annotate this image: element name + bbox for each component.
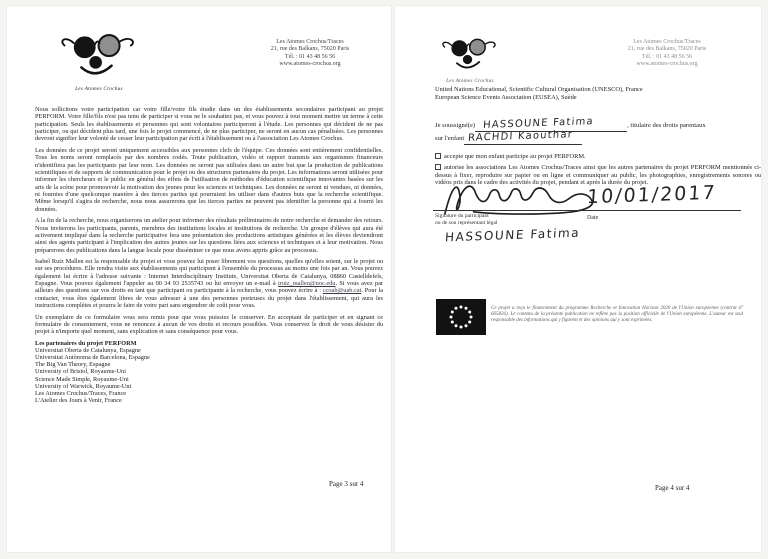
- intro-prefix: Je soussigné(e): [435, 122, 476, 129]
- consent-intro: [435, 116, 760, 132]
- partners-heading: Les partenaires du projet PERFORM: [35, 339, 137, 347]
- signature-label: [435, 213, 635, 227]
- partner-item: University of Bristol, Royaume-Uni: [35, 368, 126, 376]
- child-prefix: sur l'enfant: [435, 135, 465, 142]
- date-label: Date: [587, 215, 599, 221]
- partner-item: University of Warwick, Royaume-Uni: [35, 382, 132, 390]
- paragraph-atelier: A la fin de la recherche, nous organiserons un atelier pour informer des résultats préliminaires de notre recherche et demander des retours. Nous inviterons les participants, parents, membres des institutions locales et institutions de recherche. Un groupe d'élèves qui aura été activement impliqué dans la recherche participative fera une présentation des productions artistiques générées et les élèves deviendront ainsi des agents participant à l'implication des autres jeunes sur les questions liées aux sciences et techniques et à leur motivation. Nous préparerons des publications dans la langue locale pour disséminer ce que nous avons appris grâce au processus.: [35, 217, 383, 254]
- child-name-handwritten: RACHDI Kaouthar: [467, 129, 574, 144]
- consent-accept-row: [435, 152, 760, 161]
- partner-item: Universitat Oberta de Catalunya, Espagne: [35, 347, 141, 355]
- child-line: [435, 129, 760, 145]
- address-line: Les Atomes Crochus/Traces: [276, 39, 344, 45]
- address-line: www.atomes-crochus.org: [279, 61, 341, 68]
- signature-scribble: [437, 178, 605, 218]
- sender-address-block: [235, 39, 385, 69]
- page-3: [6, 5, 392, 553]
- paragraph-confidentialite: Les données de ce projet seront uniquement accessibles aux personnes clefs de l'équipe. Ces données sont entièrement confidentielles. Tous les noms seront remplacés par des nombres codés. Toute publication, vidéo et rapport transmis aux organismes financeurs n'identifiera pas les participants par leur nom. Les données ne seront pas utilisées dans un autre but que la production de publications scientifiques et de supports de communication pour le projet ou des structures partenaires du projet. Les informations seront utilisées pour informer les chercheurs et le public en général des effets de l'utilisation de méthodes d'éducation scientifique innovantes basées sur les arts de la scène pour promouvoir la motivation des jeunes pour les sciences et techniques. Les données ne seront ni vendues, ni données, ni fournies d'une quelconque manière à des tierces parties qui pourraient les utiliser dans d'autres buts que la recherche scientifique. Même lorsqu'il s'agira de recherche, nous nous assurerons que les tierces parties ne peuvent pas identifier la personne qui a fourni les données.: [35, 146, 383, 213]
- sender-address-block: [591, 39, 743, 69]
- page-number-right: Page 4 sur 4: [655, 484, 690, 492]
- page-4: [394, 5, 762, 553]
- paragraph-contact: [35, 258, 383, 309]
- email-link-iruiz: iruiz_mallen@uoc.edu: [278, 280, 336, 288]
- signature-label-line2: ou de son représentant légal: [435, 219, 498, 226]
- eu-funding-note: Ce projet a reçu le financement du programme Recherche et Innovation Horizon 2020 de l'Union européenne (contrat n° 665826). Le contenu de la présente publication ne reflète pas la position officielle de l'Union européenne. L'auteur est seul responsable des informations qui y figurent et des opinions qui y sont exprimées.: [491, 306, 743, 324]
- email-link-ccoab: ccoab@uab.cat: [322, 287, 362, 295]
- paragraph-exemplaire: Un exemplaire de ce formulaire vous sera remis pour que vous puissiez le conserver. En acceptant de participer et en signant ce formulaire de consentement, vous ne renoncez à aucun de vos droits et recours possibles. Vous conservez le droit de vous désister du projet à n'importe quel moment, sans explication et sans conséquence pour vous.: [35, 313, 383, 336]
- partner-item: Universitat Autònoma de Barcelona, Espagne: [35, 354, 150, 362]
- address-line: www.atomes-crochus.org: [636, 61, 698, 68]
- page-number-left: Page 3 sur 4: [329, 480, 364, 488]
- atomes-crochus-logo-icon: [439, 36, 501, 78]
- address-line: Tél. : 01 43 48 56 56: [641, 53, 693, 60]
- checkbox-authorize-icon: [435, 164, 441, 170]
- address-line: Les Atomes Crochus/Traces: [633, 39, 701, 45]
- logo-caption: Les Atomes Crochus: [75, 86, 123, 92]
- eu-flag-icon: [436, 299, 486, 335]
- date-handwritten: 10/01/2017: [586, 181, 718, 209]
- address-line: 21, rue des Balkans, 75020 Paris: [270, 46, 350, 53]
- signature-label-line1: Signature du participant: [435, 213, 489, 219]
- parent-name-handwritten: HASSOUNE Fatima: [482, 116, 595, 131]
- org-line-eusea: European Science Events Association (EUSEA), Suède: [435, 94, 577, 101]
- address-line: Tél. : 01 43 48 56 56: [284, 53, 336, 60]
- date-rule-line: [583, 210, 741, 211]
- contact-text: Isabel Ruiz Mallen est la responsable du projet et vous pouvez lui poser librement vos questions, quelles qu'elles soient, sur le projet ou sur ses procédures. Elle rendra visite aux établissements qui participent à l'ensemble du processus au moins une fois par an. Vous pouvez également lui écrire à l'adresse suivante : Internet Interdisciplinary Institute, Universitat Oberta de Catalunya, 08860 Castelldefels, Espagne. Vous pouvez également l'appeler au 00 34 93 2535743 ou lui envoyer un e-mail à: [35, 258, 383, 288]
- partner-orgs-block: [435, 86, 760, 102]
- partner-item: Les Atomes Crochus/Traces, France: [35, 389, 127, 397]
- consent-authorize-text: autorise les associations Les Atomes Crochus/Traces ainsi que les autres partenaires du projet PERFORM mentionnés ci-dessus à fixer, reproduire sur papier ou en ligne et communiquer au public, les photographies, enregistrements sonores ou vidéos pris dans le cadre des activités du projet, pendant et après la durée du projet.: [435, 164, 761, 187]
- partner-item: The Big Van Theory, Espagne: [35, 361, 111, 369]
- checkbox-accept-icon: [435, 153, 441, 159]
- paragraph-participation: Nous sollicitons votre participation car votre fille/votre fils étudie dans un des établissements secondaires participant au projet PERFORM. Votre fille/fils n'est pas tenu de participer si vous ne le souhaitez pas, et vous pouvez à tout moment mettre un terme à cette participation. Seuls les établissements et personnes qui sont volontaires participeront à l'étude. Les personnes qui décident de ne pas participer, ou qui décident plus tard, une fois le projet commencé, de ne plus participer, ne seront en aucun cas pénalisées. Les personnes devront signifier leur volonté de cesser leur participation par écrit à l'établissement ou à l'association Les Atomes Crochus.: [35, 106, 383, 143]
- contact-text: . Si vous avez par ailleurs des questions sur vos droits en tant que participant ou participante à la recherche, vous pouvez écrire à :: [35, 280, 383, 295]
- org-line-unesco: United Nations Educational, Scientific Cultural Organisation (UNESCO), France: [435, 86, 643, 93]
- consent-accept-text: accepte que mon enfant participe au projet PERFORM.: [444, 153, 586, 160]
- signature-name-handwritten: HASSOUNE Fatima: [444, 225, 581, 245]
- child-name-field: [464, 129, 582, 145]
- partners-list: [35, 347, 383, 404]
- atomes-crochus-logo-icon: [57, 32, 141, 86]
- partner-item: L'Atelier des Jours à Venir, France: [35, 396, 122, 404]
- letter-body: [35, 106, 383, 404]
- logo-caption: Les Atomes Crochus: [446, 78, 494, 84]
- contact-text: . Pour la contacter, vous êtes également libres de vous adresser à une des personnes porteuses du projet dans l'établissement, qui aura les instructions complètes et pourra le faire de votre part sans engendrer de coût pour vous.: [35, 287, 383, 310]
- intro-suffix: , titulaire des droits parentaux: [627, 122, 706, 129]
- partner-item: Science Made Simple, Royaume-Uni: [35, 375, 129, 383]
- address-line: 21, rue des Balkans, 75020 Paris: [627, 46, 707, 53]
